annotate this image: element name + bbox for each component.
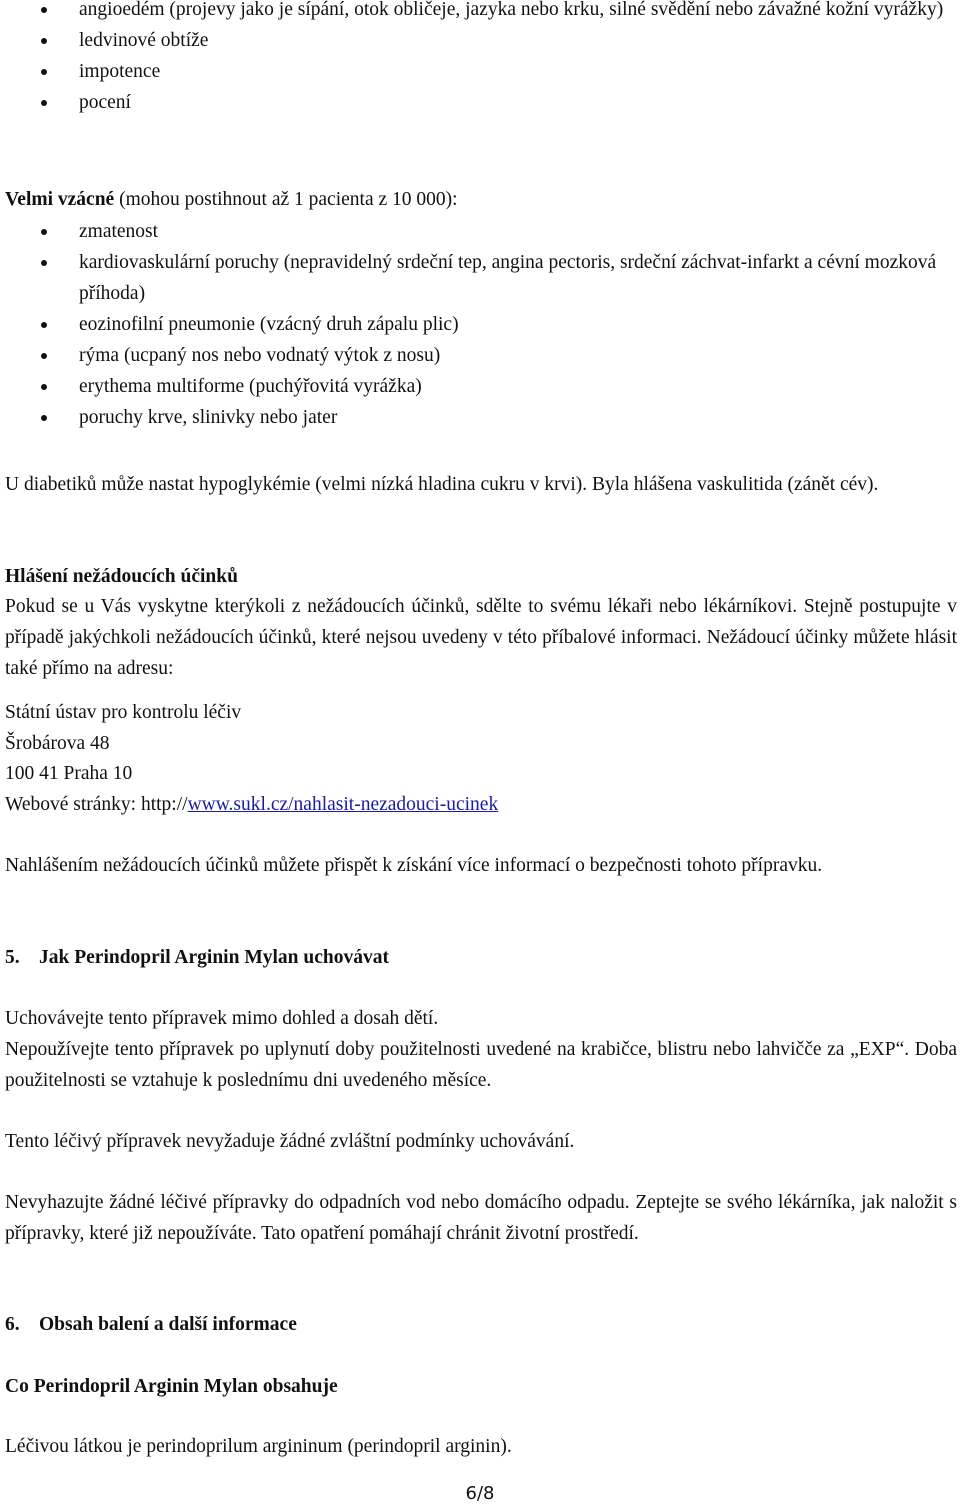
section-5-number: 5. [5, 947, 20, 968]
list-item: erythema multiforme (puchýřovitá vyrážka) [0, 371, 960, 402]
very-rare-heading [5, 184, 957, 215]
list-item: impotence [0, 56, 960, 87]
section-6-number: 6. [5, 1314, 20, 1335]
section-5-paragraph-3: Tento léčivý přípravek nevyžaduje žádné zvláštní podmínky uchovávání. [5, 1131, 575, 1152]
website-link[interactable]: www.sukl.cz/nahlasit-nezadouci-ucinek [187, 794, 499, 815]
section-6-paragraph-1: Léčivou látkou je perindoprilum argininum (perindopril arginin). [5, 1436, 512, 1457]
list-item: pocení [0, 87, 960, 118]
section-6-title [5, 1309, 957, 1340]
very-rare-label: Velmi vzácné [5, 189, 115, 210]
section-5-paragraph-2: Nepoužívejte tento přípravek po uplynutí doby použitelnosti uvedené na krabičce, blistru nebo lahvičče za „EXP“. Doba použitelnosti se vztahuje k poslednímu dni uvedeného měsíce. [5, 1039, 957, 1091]
website-line [5, 789, 957, 820]
section-5-paragraph-4: Nevyhazujte žádné léčivé přípravky do odpadních vod nebo domácího odpadu. Zeptejte se svého lékárníka, jak naložit s přípravky, které již nepoužíváte. Tato opatření pomáhají chránit životní prostředí. [5, 1192, 957, 1244]
section-5-title-text: Jak Perindopril Arginin Mylan uchovávat [39, 947, 389, 968]
list-item: eozinofilní pneumonie (vzácný druh zápalu plic) [0, 309, 960, 340]
address-name: Státní ústav pro kontrolu léčiv [5, 702, 242, 723]
address-city: 100 41 Praha 10 [5, 763, 133, 784]
reporting-closing-paragraph: Nahlášením nežádoucích účinků můžete přispět k získání více informací o bezpečnosti tohoto přípravku. [5, 855, 823, 876]
side-effects-list-very-rare [0, 216, 960, 433]
section-5-title [5, 942, 957, 973]
diabetics-paragraph: U diabetiků může nastat hypoglykémie (velmi nízká hladina cukru v krvi). Byla hlášena vaskulitida (zánět cév). [5, 474, 879, 495]
list-item: kardiovaskulární poruchy (nepravidelný srdeční tep, angina pectoris, srdeční záchvat-infarkt a cévní mozková příhoda) [0, 247, 960, 309]
list-item: poruchy krve, slinivky nebo jater [0, 402, 960, 433]
reporting-heading: Hlášení nežádoucích účinků [5, 566, 238, 587]
address-street: Šrobárova 48 [5, 733, 110, 754]
section-5-paragraph-1: Uchovávejte tento přípravek mimo dohled a dosah dětí. [5, 1008, 439, 1029]
very-rare-frequency: (mohou postihnout až 1 pacienta z 10 000): [114, 189, 458, 210]
list-item: angioedém (projevy jako je sípání, otok obličeje, jazyka nebo krku, silné svědění nebo závažné kožní vyrážky) [0, 0, 960, 25]
section-6-title-text: Obsah balení a další informace [39, 1314, 297, 1335]
list-item: ledvinové obtíže [0, 25, 960, 56]
section-6-subheading: Co Perindopril Arginin Mylan obsahuje [5, 1376, 338, 1397]
list-item: rýma (ucpaný nos nebo vodnatý výtok z nosu) [0, 340, 960, 371]
website-label: Webové stránky: http:// [5, 794, 188, 815]
reporting-paragraph: Pokud se u Vás vyskytne kterýkoli z nežádoucích účinků, sdělte to svému lékaři nebo lékárníkovi. Stejně postupujte v případě jakýchkoli nežádoucích účinků, které nejsou uvedeny v této příbalové informaci. Nežádoucí účinky můžete hlásit také přímo na adresu: [5, 596, 957, 679]
list-item: zmatenost [0, 216, 960, 247]
page-number: 6/8 [465, 1483, 495, 1504]
side-effects-list-top [0, 0, 960, 118]
